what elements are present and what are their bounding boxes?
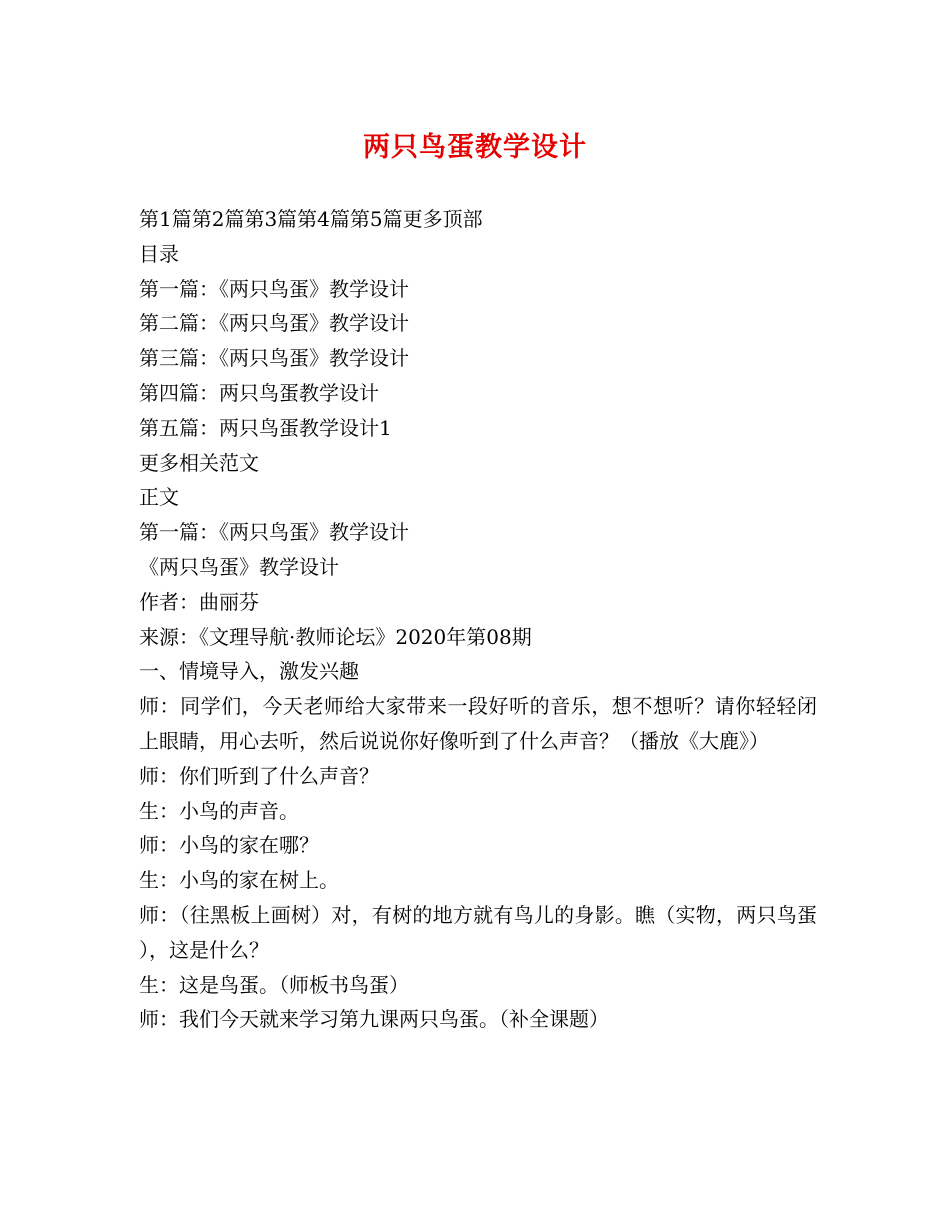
dialogue-paragraph: 生：小鸟的家在树上。: [139, 868, 339, 893]
source-line: 来源：《文理导航·教师论坛》2020年第08期: [139, 624, 532, 649]
toc-heading: 目录: [139, 241, 179, 266]
toc-item: 第一篇：《两只鸟蛋》教学设计: [139, 276, 409, 301]
toc-item: 第二篇：《两只鸟蛋》教学设计: [139, 311, 409, 336]
dialogue-paragraph: 生：这是鸟蛋。（师板书鸟蛋）: [139, 972, 409, 997]
section-heading: 一、情境导入，激发兴趣: [139, 659, 359, 684]
toc-item: 第四篇：两只鸟蛋教学设计: [139, 380, 379, 405]
article-title: 《两只鸟蛋》教学设计: [139, 554, 339, 579]
document-body: [139, 202, 817, 1037]
toc-item: 第五篇：两只鸟蛋教学设计1: [139, 415, 392, 440]
author-line: 作者：曲丽芬: [139, 589, 259, 614]
dialogue-paragraph: 师：你们听到了什么声音？: [139, 763, 379, 788]
dialogue-paragraph: 师：我们今天就来学习第九课两只鸟蛋。（补全课题）: [139, 1007, 609, 1032]
toc-item: 第三篇：《两只鸟蛋》教学设计: [139, 346, 409, 371]
body-heading: 正文: [139, 485, 179, 510]
chapter-heading: 第一篇：《两只鸟蛋》教学设计: [139, 520, 409, 545]
more-related: 更多相关范文: [139, 450, 259, 475]
dialogue-paragraph: 生：小鸟的声音。: [139, 798, 299, 823]
dialogue-paragraph: 师：小鸟的家在哪？: [139, 833, 319, 858]
dialogue-paragraph: 师：同学们，今天老师给大家带来一段好听的音乐，想不想听？请你轻轻闭上眼睛，用心去听，然后说说你好像听到了什么声音？（播放《大鹿》）: [139, 694, 817, 753]
dialogue-paragraph: 师：（往黑板上画树）对，有树的地方就有鸟儿的身影。瞧（实物，两只鸟蛋），这是什么？: [139, 902, 817, 962]
document-title: 两只鸟蛋教学设计: [363, 132, 587, 163]
toc-nav: 第1篇第2篇第3篇第4篇第5篇更多顶部: [139, 207, 483, 231]
